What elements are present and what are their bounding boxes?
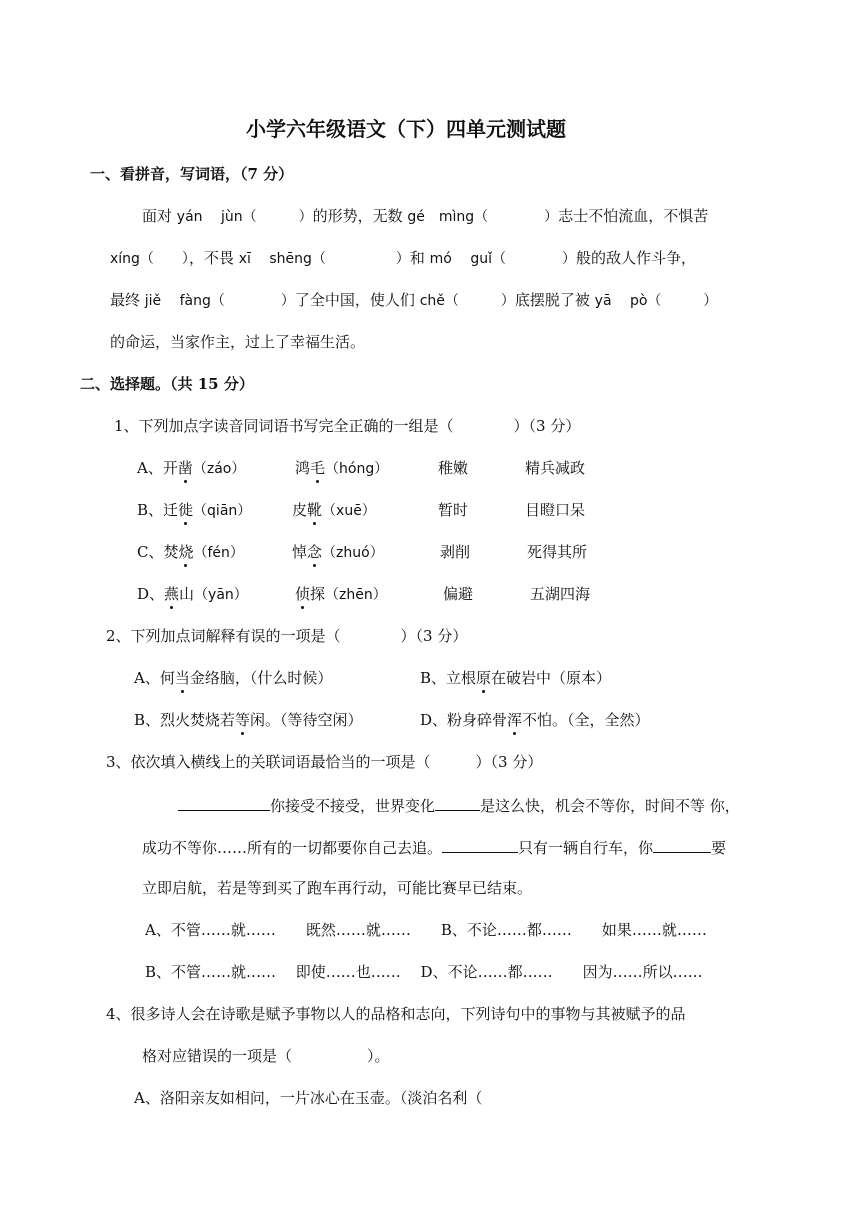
pinyin: （fén） [193, 545, 244, 561]
text: 成功不等你……所有的一切都要你自己去追。 [142, 839, 443, 857]
pinyin-blank[interactable]: xíng（ ） [110, 251, 189, 267]
text: C、焚 [137, 543, 179, 561]
text: 般的敌人作斗争， [575, 249, 696, 267]
dotted-char: 燕 [164, 585, 180, 603]
dotted-char: 原 [476, 669, 492, 687]
pinyin: （yān） [194, 587, 248, 603]
dotted-char: 等 [235, 711, 251, 729]
q1-option-a-word3: 稚嫩 [438, 459, 469, 477]
pinyin: （hóng） [325, 461, 389, 477]
q2-option-a[interactable] [134, 668, 332, 688]
text: B、立根 [420, 669, 477, 687]
fill-blank[interactable] [435, 794, 480, 811]
q1-option-c-word2 [292, 542, 384, 563]
q3-passage-line-1 [178, 794, 740, 816]
q1-option-b-word4: 目瞪口呆 [525, 501, 586, 519]
q1-option-a-word2 [295, 458, 388, 479]
sec1-line-2 [110, 248, 696, 269]
pinyin: （zhēn） [325, 587, 387, 603]
dotted-char: 毛 [310, 459, 326, 477]
dotted-char: 浑 [507, 711, 523, 729]
text: ，不畏 [188, 249, 239, 267]
text: B、烈火焚烧若 [134, 711, 236, 729]
text: 闲。（等待空闲） [250, 711, 363, 729]
page-title: 小学六年级语文（下）四单元测试题 [246, 117, 566, 141]
q1-option-b[interactable] [137, 500, 251, 521]
text: 要 [711, 839, 727, 857]
q2-option-b[interactable] [420, 668, 611, 688]
pinyin: （záo） [192, 461, 246, 477]
q3-stem: 3、依次填入横线上的关联词语最恰当的一项是（ ）（3 分） [106, 753, 543, 771]
section-1-heading: 一、看拼音，写词语，（7 分） [90, 165, 294, 183]
text: 的形势，无数 [312, 207, 408, 225]
q3-passage-line-3: 立即启航，若是等到买了跑车再行动，可能比赛早已结束。 [142, 879, 533, 897]
text: 不怕。（全，全然） [522, 711, 650, 729]
text: 金络脑，（什么时候） [189, 669, 333, 687]
pinyin-blank[interactable]: chě（ ） [419, 293, 515, 309]
dotted-char: 当 [174, 669, 190, 687]
pinyin-blank[interactable]: yán jùn（ ） [176, 209, 313, 225]
text: D、粉身碎骨 [420, 711, 508, 729]
text: 在破岩中（原本） [491, 669, 612, 687]
pinyin: （qiān） [193, 503, 252, 519]
text: 了全中国，使人们 [294, 291, 420, 309]
dotted-char: 侦 [295, 585, 311, 603]
q1-option-d-word3: 偏避 [443, 585, 474, 603]
text: 鸿 [295, 459, 311, 477]
dotted-char: 徙 [178, 501, 194, 519]
q1-option-d-word2 [295, 584, 387, 605]
section-2-heading: 二、选择题。（共 15 分） [80, 375, 254, 393]
text: 志士不怕流血，不惧苦 [558, 207, 709, 225]
text: A、开 [137, 459, 178, 477]
q1-option-c[interactable] [137, 542, 244, 563]
q1-option-d[interactable] [137, 584, 248, 605]
text: 你接受不接受，世界变化 [270, 797, 436, 815]
q4-option-a[interactable]: A、洛阳亲友如相问，一片冰心在玉壶。（淡泊名利（ [134, 1089, 483, 1107]
q1-option-b-word2 [292, 500, 376, 521]
q4-stem: 4、很多诗人会在诗歌是赋予事物以人的品格和志向，下列诗句中的事物与其被赋予的品 [106, 1005, 686, 1023]
q1-option-a-word4: 精兵减政 [525, 459, 586, 477]
dotted-char: 靴 [307, 501, 323, 519]
q1-stem: 1、下列加点字读音同词语书写完全正确的一组是（ ）（3 分） [114, 417, 581, 435]
q3-options-row-2[interactable]: B、不管……就…… 即使……也…… D、不论……都…… 因为……所以…… [145, 963, 703, 981]
q3-passage-line-2 [142, 836, 726, 858]
text: A、何 [134, 669, 175, 687]
pinyin-blank[interactable]: mó guǐ（ ） [429, 251, 576, 267]
pinyin: （xuē） [322, 503, 376, 519]
text: 悼 [292, 543, 308, 561]
q2-option-d[interactable] [420, 710, 650, 730]
q4-stem-line-2: 格对应错误的一项是（ ）。 [142, 1047, 390, 1065]
text: 探 [310, 585, 326, 603]
fill-blank[interactable] [653, 836, 711, 853]
text: 是这么快，机会不等你，时间不等 你， [480, 797, 740, 815]
text: 最终 [110, 291, 145, 309]
sec1-line-1 [142, 206, 708, 227]
text: B、迁 [137, 501, 179, 519]
text: 只有一辆自行车，你 [518, 839, 654, 857]
dotted-char: 凿 [177, 459, 193, 477]
text: D、 [137, 585, 165, 603]
sec1-line-3 [110, 290, 717, 311]
q1-option-d-word4: 五湖四海 [530, 585, 591, 603]
pinyin-blank[interactable]: jiě fàng（ ） [144, 293, 295, 309]
pinyin: （zhuó） [322, 545, 384, 561]
q3-options-row-1[interactable]: A、不管……就…… 既然……就…… B、不论……都…… 如果……就…… [145, 921, 707, 939]
dotted-char: 念 [307, 543, 323, 561]
text: 底摆脱了被 [514, 291, 595, 309]
q1-option-a[interactable] [137, 458, 245, 479]
dotted-char: 烧 [178, 543, 194, 561]
fill-blank[interactable] [178, 794, 270, 811]
q1-option-c-word3: 剥削 [440, 543, 471, 561]
sec1-line-4: 的命运，当家作主，过上了幸福生活。 [110, 333, 366, 351]
pinyin-blank[interactable]: gé mìng（ ） [407, 209, 559, 225]
q2-option-c[interactable] [134, 710, 363, 730]
text: 和 [409, 249, 430, 267]
q2-stem: 2、下列加点词解释有误的一项是（ ）（3 分） [106, 627, 468, 645]
text: 山 [179, 585, 195, 603]
fill-blank[interactable] [442, 836, 518, 853]
text: 面对 [142, 207, 177, 225]
pinyin-blank[interactable]: yā pò（ ） [594, 293, 718, 309]
q1-option-b-word3: 暂时 [438, 501, 469, 519]
pinyin-blank[interactable]: xī shēng（ ） [238, 251, 410, 267]
q1-option-c-word4: 死得其所 [527, 543, 588, 561]
text: 皮 [292, 501, 308, 519]
